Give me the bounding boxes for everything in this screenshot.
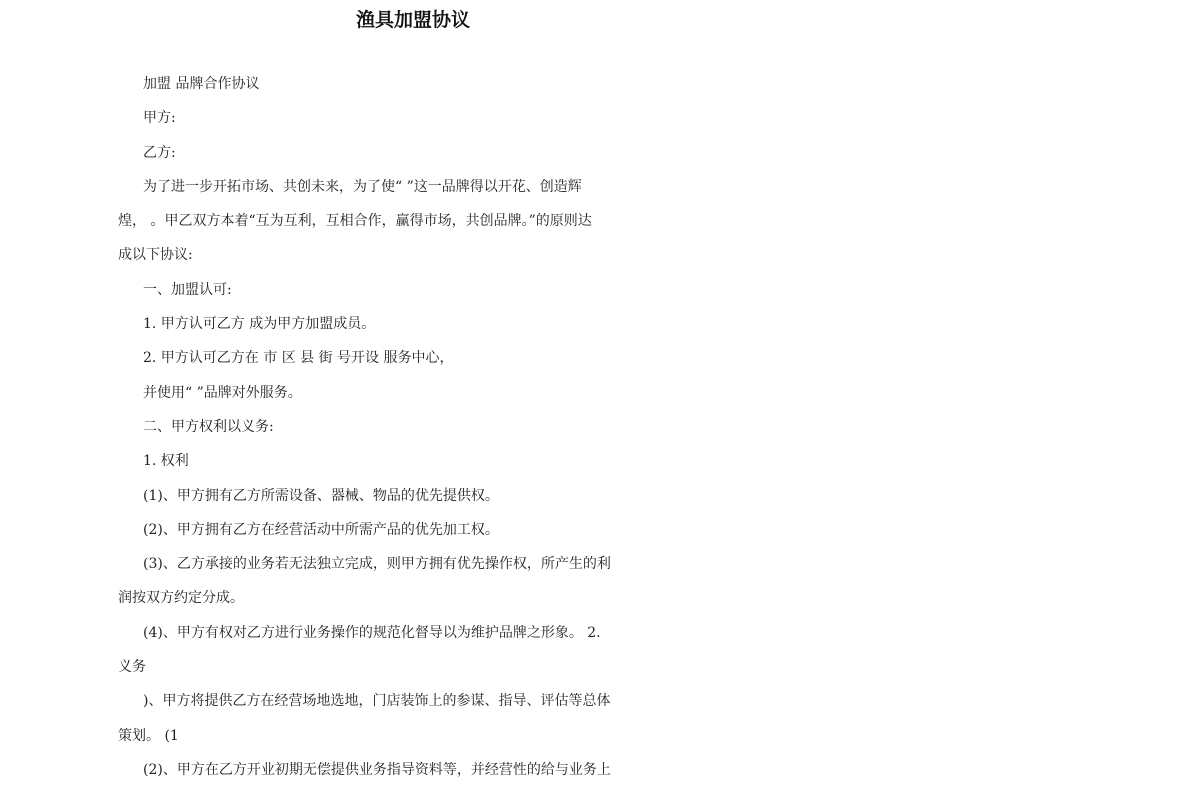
paragraph-line: 1. 甲方认可乙方 成为甲方加盟成员。 [143, 316, 376, 333]
paragraph-line: )、甲方将提供乙方在经营场地选地，门店装饰上的参谋、指导、评估等总体 [143, 693, 611, 710]
paragraph-line: 煌， 。甲乙双方本着“互为互利，互相合作，赢得市场，共创品牌。”的原则达 [118, 213, 592, 230]
document-body [118, 70, 678, 790]
paragraph-line: 乙方: [143, 144, 176, 161]
paragraph-line: 1. 权利 [143, 453, 189, 470]
document-title: 渔具加盟协议 [355, 9, 470, 31]
paragraph-line: 一、加盟认可: [143, 281, 232, 298]
paragraph-line: 加盟 品牌合作协议 [143, 76, 260, 92]
paragraph-line: 成以下协议: [118, 247, 193, 264]
paragraph-line: 2. 甲方认可乙方在 市 区 县 街 号开设 服务中心， [143, 350, 454, 367]
paragraph-line: 并使用“ ”品牌对外服务。 [143, 384, 302, 401]
paragraph-line: (2)、甲方拥有乙方在经营活动中所需产品的优先加工权。 [143, 521, 499, 538]
paragraph-line: 为了进一步开拓市场、共创未来，为了使“ ”这一品牌得以开花、创造辉 [143, 178, 582, 195]
paragraph-line: 二、甲方权利以义务: [143, 418, 274, 435]
paragraph-line: (4)、甲方有权对乙方进行业务操作的规范化督导以为维护品牌之形象。 2. [143, 624, 601, 641]
paragraph-line: (1)、甲方拥有乙方所需设备、器械、物品的优先提供权。 [143, 487, 499, 504]
paragraph-line: (2)、甲方在乙方开业初期无偿提供业务指导资料等，并经营性的给与业务上 [143, 761, 611, 778]
paragraph-line: 策划。 (1 [118, 727, 179, 744]
paragraph-line: 义务 [118, 659, 146, 676]
paragraph-line: (3)、乙方承接的业务若无法独立完成，则甲方拥有优先操作权，所产生的利 [143, 556, 611, 573]
paragraph-line: 润按双方约定分成。 [118, 590, 244, 607]
paragraph-line: 甲方: [143, 110, 176, 127]
